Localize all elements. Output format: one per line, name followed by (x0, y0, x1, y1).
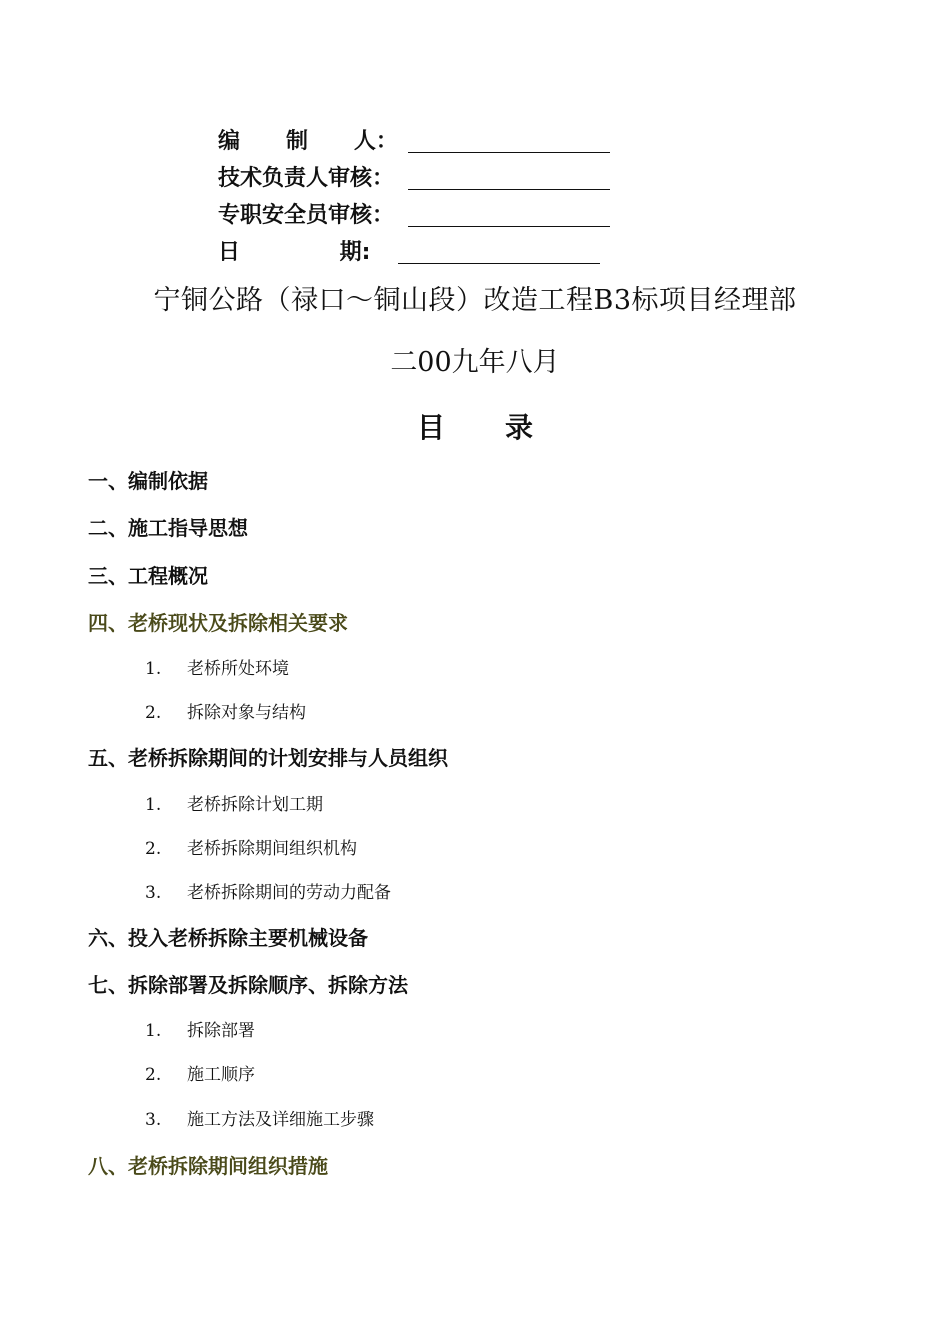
toc-subsection[interactable] (145, 1060, 255, 1085)
organization-name: 宁铜公路（禄口～铜山段）改造工程B3标项目经理部 (153, 285, 797, 316)
toc-subsection[interactable] (145, 790, 323, 815)
toc-number: 1. (145, 659, 162, 679)
toc-label: 老桥拆除计划工期 (187, 795, 323, 815)
signature-block (218, 118, 638, 266)
signature-row-date (218, 229, 638, 266)
toc-number: 2. (145, 1065, 162, 1085)
toc-section[interactable] (88, 512, 248, 541)
toc-subsection[interactable] (145, 1016, 255, 1041)
toc-label: 五、老桥拆除期间的计划安排与人员组织 (88, 746, 448, 770)
toc-label: 六、投入老桥拆除主要机械设备 (88, 926, 368, 950)
toc-label: 老桥拆除期间的劳动力配备 (187, 883, 391, 903)
signature-row-safety-review (218, 192, 638, 229)
toc-section[interactable] (88, 560, 208, 589)
toc-section[interactable] (88, 969, 408, 998)
toc-label: 老桥拆除期间组织机构 (187, 839, 357, 859)
toc-title: 目录 (416, 411, 593, 444)
signature-row-tech-review (218, 155, 638, 192)
signature-label: 日 期: (218, 240, 371, 265)
signature-line[interactable] (408, 165, 610, 190)
toc-label: 四、老桥现状及拆除相关要求 (88, 611, 348, 635)
toc-number: 3. (145, 883, 162, 903)
toc-subsection[interactable] (145, 878, 391, 903)
toc-label: 三、工程概况 (88, 564, 208, 588)
toc-label: 施工顺序 (187, 1065, 255, 1085)
toc-number: 1. (145, 795, 162, 815)
toc-section[interactable] (88, 607, 348, 636)
toc-label: 拆除部署 (187, 1021, 255, 1041)
toc-section[interactable] (88, 922, 368, 951)
toc-number: 2. (145, 703, 162, 723)
toc-section[interactable] (88, 1150, 328, 1179)
signature-label: 专职安全员审核： (218, 203, 395, 228)
signature-row-author (218, 118, 638, 155)
toc-label: 一、编制依据 (88, 469, 208, 493)
toc-label: 老桥所处环境 (187, 659, 289, 679)
signature-line[interactable] (408, 202, 610, 227)
toc-subsection[interactable] (145, 698, 306, 723)
toc-label: 拆除对象与结构 (187, 703, 306, 723)
toc-label: 七、拆除部署及拆除顺序、拆除方法 (88, 973, 408, 997)
toc-label: 八、老桥拆除期间组织措施 (88, 1154, 328, 1178)
document-date: 二00九年八月 (390, 347, 560, 378)
toc-number: 1. (145, 1021, 162, 1041)
toc-subsection[interactable] (145, 654, 289, 679)
toc-label: 施工方法及详细施工步骤 (187, 1110, 374, 1130)
toc-number: 2. (145, 839, 162, 859)
signature-line[interactable] (408, 128, 610, 153)
toc-section[interactable] (88, 465, 208, 494)
toc-number: 3. (145, 1110, 162, 1130)
toc-label: 二、施工指导思想 (88, 516, 248, 540)
signature-line[interactable] (398, 239, 600, 264)
toc-section[interactable] (88, 742, 448, 771)
signature-label: 编 制 人： (218, 129, 398, 154)
toc-subsection[interactable] (145, 1105, 374, 1130)
toc-subsection[interactable] (145, 834, 357, 859)
signature-label: 技术负责人审核： (218, 166, 395, 191)
